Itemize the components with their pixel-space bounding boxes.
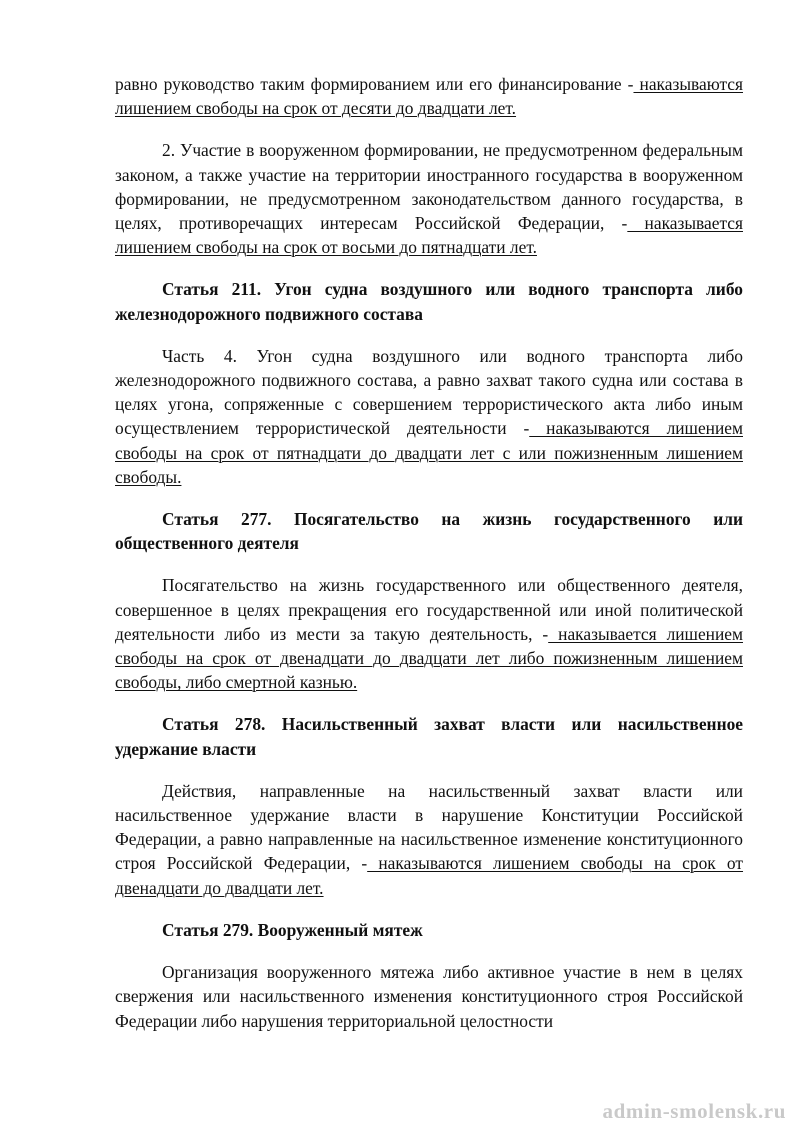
- article-278-paragraph: [115, 779, 743, 900]
- intro-text: равно руководство таким формированием или его финансирование -: [115, 74, 634, 94]
- intro-penalty: наказываются лишением свободы на срок от десяти до двадцати лет.: [115, 74, 743, 119]
- part2-text: 2. Участие в вооруженном формировании, не предусмотренном федеральным законом, а также участие на территории иностранного государства в вооруженном формировании, не предусмотренном законодательством данного государства, в целях, противоречащих интересам Российской Федерации, -: [115, 140, 743, 234]
- article-278-penalty: наказываются лишением свободы на срок от двенадцати до двадцати лет.: [115, 853, 744, 898]
- article-278-text: Действия, направленные на насильственный захват власти или насильственное удержание власти в нарушение Конституции Российской Федерации, а равно направленные на насильственное изменение конституционного строя Российской Федерации, -: [115, 780, 743, 874]
- article-277-title: Статья 277. Посягательство на жизнь государственного или общественного деятеля: [115, 509, 743, 554]
- article-279-text: Организация вооруженного мятежа либо активное участие в нем в целях свержения или насильственного изменения конституционного строя Российской Федерации либо нарушения территориальной целостности: [115, 962, 743, 1031]
- article-211-paragraph: [115, 344, 743, 489]
- part2-paragraph: [115, 138, 743, 259]
- article-278-title: Статья 278. Насильственный захват власти или насильственное удержание власти: [115, 714, 743, 759]
- article-277-text: Посягательство на жизнь государственного или общественного деятеля, совершенное в целях прекращения его государственной или иной политической деятельности либо из мести за такую деятельность, -: [115, 575, 743, 644]
- article-211-penalty: наказываются лишением свободы на срок от пятнадцати до двадцати лет с или пожизненным лишением свободы.: [115, 418, 743, 487]
- article-211-title: Статья 211. Угон судна воздушного или водного транспорта либо железнодорожного подвижного состава: [115, 279, 743, 324]
- article-279-title: Статья 279. Вооруженный мятеж: [162, 919, 423, 940]
- article-277-paragraph: [115, 573, 743, 694]
- intro-paragraph: [115, 72, 743, 120]
- document-page: [115, 72, 743, 1033]
- article-277-penalty: наказывается лишением свободы на срок от двенадцати до двадцати лет либо пожизненным лишением свободы, либо смертной казнью.: [115, 623, 743, 693]
- article-279-paragraph: [115, 960, 743, 1033]
- site-watermark: admin-smolensk.ru: [602, 1099, 786, 1123]
- article-211-text: Часть 4. Угон судна воздушного или водного транспорта либо железнодорожного подвижного состава, а равно захват такого судна или состава в целях угона, сопряженные с совершением террористического акта либо иным осуществлением террористической деятельности -: [115, 345, 743, 439]
- part2-penalty: наказывается лишением свободы на срок от восьми до пятнадцати лет.: [115, 213, 743, 258]
